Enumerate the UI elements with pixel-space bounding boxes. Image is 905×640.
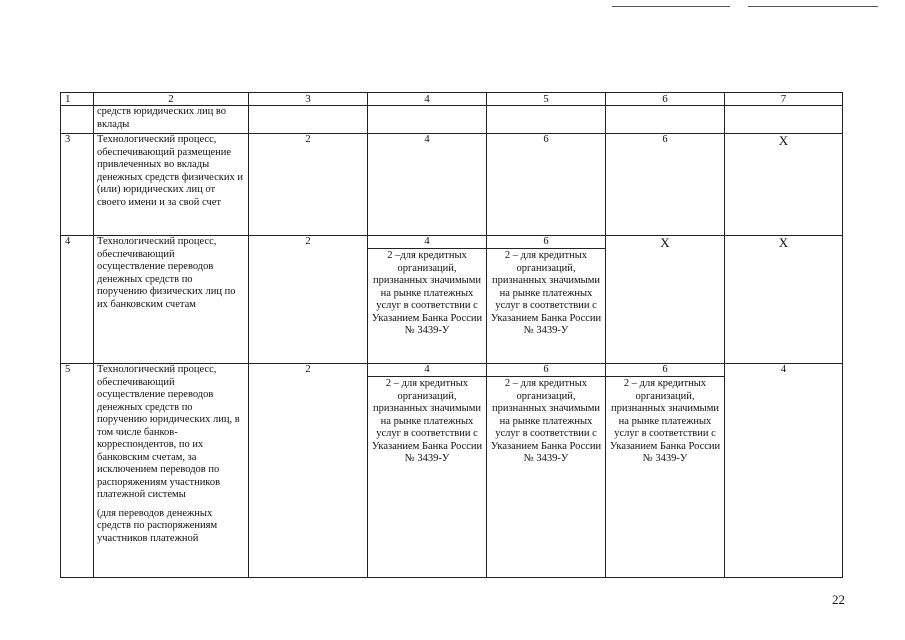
row-5-cell-6-value: 6 bbox=[662, 364, 668, 375]
page-number: 22 bbox=[832, 592, 845, 607]
row-5-cell-5 bbox=[487, 364, 606, 578]
header-cell-6: 6 bbox=[606, 93, 725, 106]
row-4-cell-5-note: 2 – для кредитных организаций, признанных значимыми на рынке платежных услуг в соответствии с Указанием Банка России № 3439-У bbox=[487, 248, 605, 339]
row-4-cell-4 bbox=[368, 236, 487, 364]
header-cell-4: 4 bbox=[368, 93, 487, 106]
table-row-5 bbox=[61, 364, 843, 578]
row-5-cell-4 bbox=[368, 364, 487, 578]
row-3-cell-7: Х bbox=[725, 134, 843, 236]
row-5-cell-5-value: 6 bbox=[543, 364, 549, 375]
continued-row-number bbox=[61, 106, 94, 134]
header-cell-1: 1 bbox=[61, 93, 94, 106]
row-5-cell-6 bbox=[606, 364, 725, 578]
table-row-4 bbox=[61, 236, 843, 364]
row-5-cell-4-value: 4 bbox=[424, 364, 430, 375]
row-3-cell-5: 6 bbox=[487, 134, 606, 236]
continued-row bbox=[61, 106, 843, 134]
row-5-cell-4-note: 2 – для кредитных организаций, признанных значимыми на рынке платежных услуг в соответствии с Указанием Банка России № 3439-У bbox=[368, 376, 486, 467]
row-4-cell-7: Х bbox=[725, 236, 843, 364]
row-4-cell-5-value: 6 bbox=[543, 236, 549, 247]
row-3-cell-6: 6 bbox=[606, 134, 725, 236]
continued-row-description: средств юридических лиц во вклады bbox=[94, 106, 249, 134]
row-3-cell-3: 2 bbox=[249, 134, 368, 236]
header-cell-2: 2 bbox=[94, 93, 249, 106]
row-4-cell-4-value: 4 bbox=[424, 236, 430, 247]
row-5-description-extra: (для переводов денежных средств по распоряжениям участников платежной bbox=[97, 507, 218, 544]
continued-row-cell-7 bbox=[725, 106, 843, 134]
row-4-cell-4-note: 2 –для кредитных организаций, признанных значимыми на рынке платежных услуг в соответствии с Указанием Банка России № 3439-У bbox=[368, 248, 486, 339]
row-5-description: Технологический процесс, обеспечивающий осуществление переводов денежных средств по поручению юридических лиц, в том числе банков-корреспондентов, по их банковским счетам, за исключением переводов по распоряжениям участников платежной системы bbox=[97, 364, 240, 500]
row-4-number: 4 bbox=[61, 236, 94, 364]
top-rule-left bbox=[612, 6, 730, 7]
top-rule-right bbox=[748, 6, 878, 7]
table-row-3 bbox=[61, 134, 843, 236]
header-row bbox=[61, 93, 843, 106]
continued-row-cell-4 bbox=[368, 106, 487, 134]
row-4-cell-5 bbox=[487, 236, 606, 364]
row-5-cell-5-note: 2 – для кредитных организаций, признанных значимыми на рынке платежных услуг в соответствии с Указанием Банка России № 3439-У bbox=[487, 376, 605, 467]
row-4-cell-6: Х bbox=[606, 236, 725, 364]
row-5-description-cell bbox=[94, 364, 249, 578]
row-5-cell-6-note: 2 – для кредитных организаций, признанных значимыми на рынке платежных услуг в соответствии с Указанием Банка России № 3439-У bbox=[606, 376, 724, 467]
continued-row-cell-5 bbox=[487, 106, 606, 134]
header-cell-3: 3 bbox=[249, 93, 368, 106]
document-table bbox=[60, 92, 843, 578]
continued-row-cell-3 bbox=[249, 106, 368, 134]
header-cell-5: 5 bbox=[487, 93, 606, 106]
row-3-cell-4: 4 bbox=[368, 134, 487, 236]
row-5-cell-3: 2 bbox=[249, 364, 368, 578]
row-3-number: 3 bbox=[61, 134, 94, 236]
header-cell-7: 7 bbox=[725, 93, 843, 106]
row-5-number: 5 bbox=[61, 364, 94, 578]
row-4-cell-3: 2 bbox=[249, 236, 368, 364]
row-4-description: Технологический процесс, обеспечивающий осуществление переводов денежных средств по поручению физических лиц по их банковским счетам bbox=[94, 236, 249, 364]
row-3-description: Технологический процесс, обеспечивающий размещение привлеченных во вклады денежных средств физических и (или) юридических лиц от своего имени и за свой счет bbox=[94, 134, 249, 236]
continued-row-cell-6 bbox=[606, 106, 725, 134]
row-5-cell-7: 4 bbox=[725, 364, 843, 578]
